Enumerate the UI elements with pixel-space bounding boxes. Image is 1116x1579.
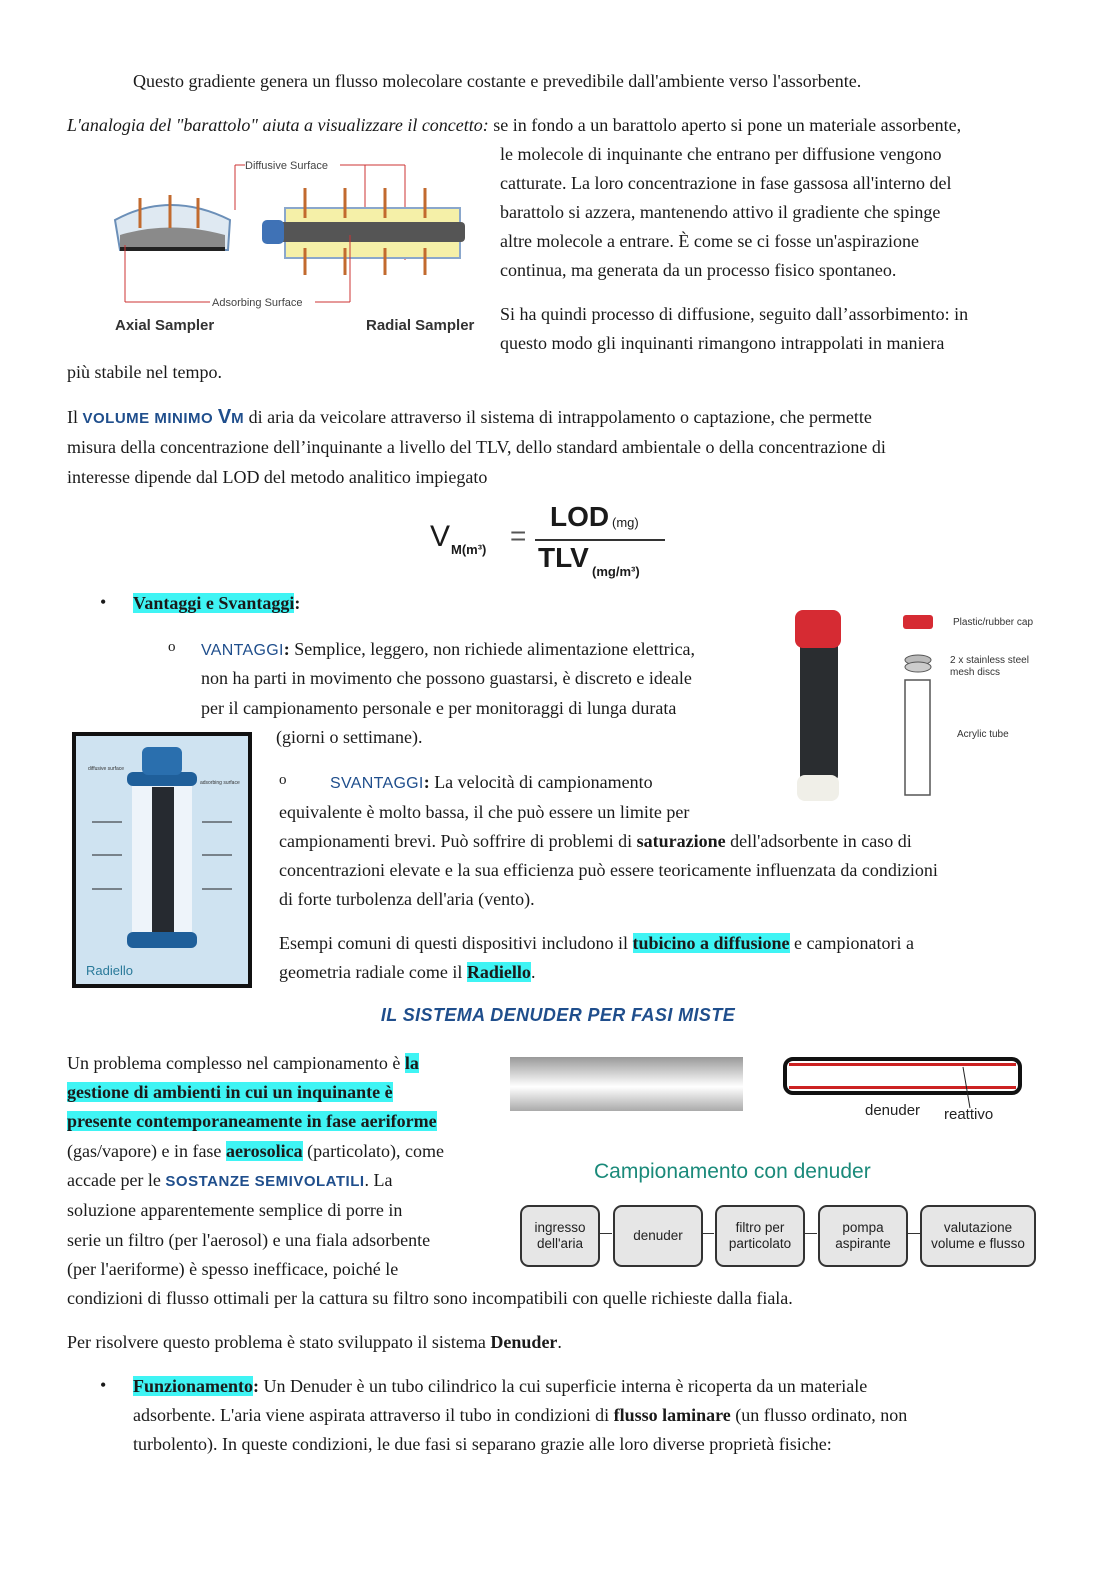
paragraph-line: [500, 303, 968, 325]
paragraph-line: [67, 1052, 419, 1074]
text-segment: di aria da veicolare attraverso il sistema di intrappolamento o captazione, che permette: [244, 407, 872, 427]
volume-formula: [430, 498, 670, 590]
diffusion-tube-figure: [785, 605, 1055, 805]
paragraph-line: [67, 1140, 444, 1162]
paragraph-line: [276, 726, 422, 748]
text-segment: Un Denuder è un tubo cilindrico la cui superficie interna è ricoperta da un materiale: [259, 1376, 868, 1396]
bullet-circle: o: [168, 639, 176, 655]
paragraph-line: [67, 361, 222, 383]
text-segment: .: [530, 962, 536, 982]
section-heading: IL SISTEMA DENUDER PER FASI MISTE: [380, 1005, 736, 1025]
formula-lhs: V: [430, 520, 451, 553]
paragraph-line: [133, 70, 861, 92]
flow-arrow: [701, 1233, 714, 1234]
paragraph-line: [133, 592, 300, 614]
bold-text: Denuder: [490, 1332, 558, 1352]
paragraph-line: [67, 114, 961, 136]
paragraph-line: [67, 1110, 437, 1132]
text-segment: Si ha quindi processo di diffusione, seguito dall’assorbimento: in: [500, 304, 969, 324]
paragraph-line: [67, 1331, 562, 1353]
paragraph-line: [67, 406, 872, 430]
paragraph-line: [67, 466, 487, 488]
text-segment: di forte turbolenza dell'aria (vento).: [279, 889, 535, 909]
text-segment: Per risolvere questo problema è stato sviluppato il sistema: [67, 1332, 491, 1352]
paragraph-line: [500, 259, 896, 281]
highlighted-text: Vantaggi e Svantaggi: [133, 593, 295, 613]
paragraph-line: [201, 667, 692, 689]
text-segment: Semplice, leggero, non richiede alimentazione elettrica,: [289, 639, 696, 659]
text-segment: interesse dipende dal LOD del metodo analitico impiegato: [67, 467, 488, 487]
text-segment: soluzione apparentemente semplice di porre in: [67, 1200, 403, 1220]
paragraph-line: [500, 143, 942, 165]
discs-label-2: mesh discs: [950, 667, 1001, 678]
highlighted-text: tubicino a diffusione: [632, 933, 790, 953]
flow-arrow: [598, 1233, 612, 1234]
text-segment: equivalente è molto bassa, il che può essere un limite per: [279, 802, 690, 822]
radiello-label: Radiello: [86, 963, 133, 978]
paragraph-line: [279, 961, 535, 983]
text-segment: (gas/vapore) e in fase: [67, 1141, 226, 1161]
flow-arrow: [906, 1233, 920, 1234]
paragraph-line: [133, 1433, 832, 1455]
text-segment: Questo gradiente genera un flusso molecolare costante e prevedibile dall'ambiente verso l'assorbente.: [133, 71, 862, 91]
denuder-diagram: [775, 1055, 1035, 1125]
text-segment: per il campionamento personale e per monitoraggi di lunga durata: [201, 698, 677, 718]
flow-step-text: particolato: [728, 1236, 792, 1251]
text-segment: continua, ma generata da un processo fisico spontaneo.: [500, 260, 897, 280]
text-segment: Esempi comuni di questi dispositivi includono il: [279, 933, 633, 953]
text-segment: turbolento). In queste condizioni, le due fasi si separano grazie alle loro diverse proprietà fisiche:: [133, 1434, 832, 1454]
text-segment: catturate. La loro concentrazione in fase gassosa all'interno del: [500, 173, 952, 193]
discs-label: 2 x stainless steel: [950, 655, 1029, 666]
paragraph-line: [500, 230, 919, 252]
bullet-disc: •: [100, 1375, 107, 1395]
flow-step: [818, 1205, 908, 1267]
flow-step-text: ingresso: [534, 1220, 586, 1235]
paragraph-line: [279, 801, 689, 823]
flow-step: [715, 1205, 805, 1267]
paragraph-line: [67, 1081, 393, 1103]
flow-step-text: dell'aria: [536, 1236, 584, 1251]
text-segment: SOSTANZE SEMIVOLATILI: [165, 1173, 365, 1190]
bold-text: :: [294, 593, 301, 613]
radiello-diffusive-label: diffusive surface: [88, 766, 125, 772]
paragraph-line: [133, 1375, 867, 1397]
text-segment: misura della concentrazione dell’inquinante a livello del TLV, dello standard ambientale o della concentrazione di: [67, 437, 886, 457]
highlighted-text: presente contemporaneamente in fase aeriforme: [67, 1111, 437, 1131]
text-segment: campionamenti brevi. Può soffrire di problemi di: [279, 831, 637, 851]
text-segment: La velocità di campionamento: [429, 772, 653, 792]
paragraph-line: [279, 888, 535, 910]
text-segment: geometria radiale come il: [279, 962, 467, 982]
text-segment: più stabile nel tempo.: [67, 362, 222, 382]
text-segment: (un flusso ordinato, non: [730, 1405, 908, 1425]
sampler-diagram: [100, 150, 490, 345]
paragraph-line: [500, 332, 944, 354]
bold-text: :: [253, 1376, 260, 1396]
flow-step-text: filtro per: [735, 1220, 785, 1235]
paragraph-line: [330, 771, 653, 795]
paragraph-line: [67, 1287, 793, 1309]
diffusive-surface-label: Diffusive Surface: [245, 160, 328, 172]
flow-step: [613, 1205, 703, 1267]
text-segment: (per l'aeriforme) è spesso inefficace, poiché le: [67, 1259, 399, 1279]
denuder-flow-title: Campionamento con denuder: [594, 1160, 871, 1183]
text-segment: Un problema complesso nel campionamento è: [67, 1053, 405, 1073]
formula-denominator: TLV: [538, 542, 589, 573]
text-segment: le molecole di inquinante che entrano per diffusione vengono: [500, 144, 942, 164]
bullet-circle: o: [279, 772, 287, 788]
radial-sampler-label: Radial Sampler: [366, 317, 475, 334]
highlighted-text: gestione di ambienti in cui un inquinante è: [67, 1082, 393, 1102]
text-segment: SVANTAGGI: [330, 775, 424, 792]
paragraph-line: [201, 697, 676, 719]
text-segment: dell'adsorbente in caso di: [725, 831, 912, 851]
formula-numerator-sub: (mg): [612, 515, 639, 530]
formula-numerator: LOD: [550, 501, 610, 532]
text-segment: VOLUME MINIMO: [82, 410, 218, 427]
text-segment: accade per le: [67, 1170, 166, 1190]
adsorbing-surface-label: Adsorbing Surface: [212, 297, 303, 309]
text-segment: .: [557, 1332, 562, 1352]
text-segment: barattolo si azzera, mantenendo attivo il gradiente che spinge: [500, 202, 941, 222]
text-segment: (particolato), come: [302, 1141, 445, 1161]
flow-step: [920, 1205, 1036, 1267]
flow-step-text: denuder: [633, 1228, 683, 1243]
paragraph-line: [67, 1229, 430, 1251]
text-segment: e campionatori a: [789, 933, 914, 953]
cap-label: Plastic/rubber cap: [953, 617, 1034, 628]
formula-denominator-sub: (mg/m³): [592, 564, 640, 579]
flow-arrow: [803, 1233, 817, 1234]
paragraph-line: [67, 436, 886, 458]
text-segment: adsorbente. L'aria viene aspirata attraverso il tubo in condizioni di: [133, 1405, 614, 1425]
radiello-figure: [72, 732, 252, 988]
paragraph-line: [201, 638, 695, 662]
paragraph-line: [67, 1258, 398, 1280]
paragraph-line: [67, 1199, 402, 1221]
highlighted-text: Funzionamento: [133, 1376, 254, 1396]
axial-sampler-label: Axial Sampler: [115, 317, 215, 334]
bold-text: saturazione: [636, 831, 726, 851]
text-segment: condizioni di flusso ottimali per la cattura su filtro sono incompatibili con quelle richieste dalla fiala.: [67, 1288, 793, 1308]
text-segment: questo modo gli inquinanti rimangono intrappolati in maniera: [500, 333, 945, 353]
bold-text: :: [423, 772, 430, 792]
flow-step-text: valutazione: [943, 1220, 1013, 1235]
text-segment: se in fondo a un barattolo aperto si pone un materiale assorbente,: [488, 115, 962, 135]
denuder-label: denuder: [865, 1102, 921, 1119]
bullet-disc: •: [100, 592, 107, 612]
denuder-photo: [510, 1057, 743, 1111]
text-segment: . La: [364, 1170, 393, 1190]
highlighted-text: Radiello: [466, 962, 531, 982]
paragraph-line: [133, 1404, 907, 1426]
highlighted-text: la: [404, 1053, 419, 1073]
paragraph-line: [279, 859, 938, 881]
text-segment: concentrazioni elevate e la sua efficienza può essere teoricamente influenzata da condizioni: [279, 860, 938, 880]
text-segment: non ha parti in movimento che possono guastarsi, è discreto e ideale: [201, 668, 692, 688]
text-segment: (giorni o settimane).: [276, 727, 423, 747]
acrylic-tube-label: Acrylic tube: [957, 729, 1009, 740]
bold-text: flusso laminare: [613, 1405, 731, 1425]
paragraph-line: [279, 830, 912, 852]
flow-step-text: volume e flusso: [931, 1236, 1025, 1251]
reattivo-label: reattivo: [944, 1106, 994, 1123]
text-segment: altre molecole a entrare. È come se ci fosse un'aspirazione: [500, 231, 920, 251]
formula-equals: =: [510, 520, 527, 551]
radiello-adsorbing-label: adsorbing surface: [200, 780, 240, 786]
paragraph-line: [500, 172, 952, 194]
paragraph-line: [67, 1169, 393, 1193]
flow-step-text: aspirante: [835, 1236, 891, 1251]
flow-step-text: pompa: [842, 1220, 884, 1235]
paragraph-line: [500, 201, 940, 223]
text-segment: VANTAGGI: [201, 642, 284, 659]
text-segment: serie un filtro (per l'aerosol) e una fiala adsorbente: [67, 1230, 431, 1250]
fraction-bar: [535, 539, 665, 541]
text-segment: L'analogia del "barattolo" aiuta a visualizzare il concetto:: [67, 115, 489, 135]
bold-text: :: [283, 639, 290, 659]
text-segment: M: [231, 410, 245, 427]
highlighted-text: aerosolica: [225, 1141, 303, 1161]
formula-lhs-sub: M(m³): [451, 542, 487, 557]
paragraph-line: [279, 932, 914, 954]
flow-step: [520, 1205, 600, 1267]
text-segment: Il: [67, 407, 83, 427]
text-segment: V: [217, 406, 232, 428]
